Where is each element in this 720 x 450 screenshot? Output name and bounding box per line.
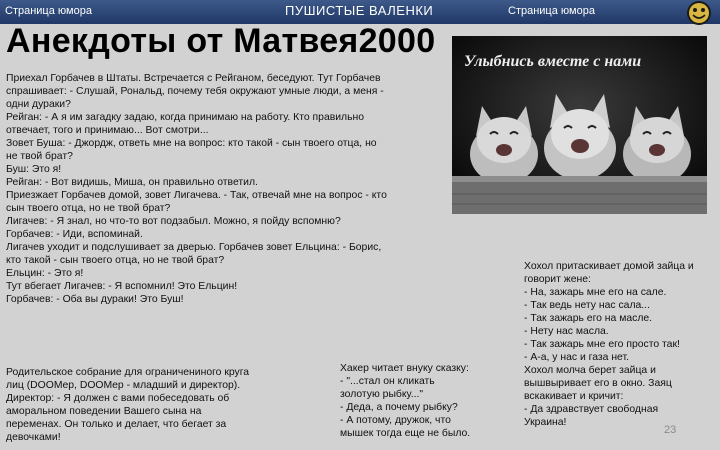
text-line: Зовет Буша: - Джордж, ответь мне на вопрос: кто такой - сын твоего отца, но xyxy=(6,138,377,149)
header-right-label: Страница юмора xyxy=(508,5,595,17)
kittens-photo xyxy=(452,36,707,214)
text-line: сын твоего отца, но не твой брат? xyxy=(6,203,171,214)
text-line: девочками! xyxy=(6,432,61,443)
page-number: 23 xyxy=(664,424,677,436)
text-line: Хохол молча берет зайца и xyxy=(524,365,656,376)
text-line: Буш: Это я! xyxy=(6,164,62,175)
text-line: - Да здравствует свободная xyxy=(524,404,659,415)
text-line: - Нету нас масла. xyxy=(524,326,609,337)
photo-caption: Улыбнись вместе с нами xyxy=(464,53,642,70)
text-line: Приехал Горбачев в Штаты. Встречается с Рейганом, беседуют. Тут Горбачев xyxy=(6,73,381,84)
text-line: вышвыривает его в окно. Заяц xyxy=(524,378,672,389)
text-line: - А потому, дружок, что xyxy=(340,415,451,426)
text-line: золотую рыбку..." xyxy=(340,389,424,400)
text-line: Хакер читает внуку сказку: xyxy=(340,363,469,374)
joke-parents-meeting xyxy=(6,366,249,444)
text-line: говорит жене: xyxy=(524,274,591,285)
top-banner xyxy=(0,0,720,24)
text-line: Приезжает Горбачев домой, зовет Лигачева. - Так, отвечай мне на вопрос - кто xyxy=(6,190,387,201)
text-line: Рейган: - Вот видишь, Миша, он правильно ответил. xyxy=(6,177,258,188)
text-line: кто такой - сын твоего отца, но не твой брат? xyxy=(6,255,225,266)
text-line: - А-а, у нас и газа нет. xyxy=(524,352,629,363)
text-line: - "...стал он кликать xyxy=(340,376,435,387)
text-line: Директор: - Я должен с вами побеседовать об xyxy=(6,393,230,404)
header-center-label: ПУШИСТЫЕ ВАЛЕНКИ xyxy=(285,3,434,18)
text-line: - Так зажарь его на масле. xyxy=(524,313,653,324)
text-line: лиц (DOOMер, DOOMер - младший и директор). xyxy=(6,380,241,391)
header-left-label: Страница юмора xyxy=(5,5,92,17)
text-line: спрашивает: - Слушай, Рональд, почему тебя окружают умные люди, а меня - xyxy=(6,86,384,97)
text-line: аморальном поведении Вашего сына на xyxy=(6,406,202,417)
text-line: отвечает, того и принимаю... Вот смотри... xyxy=(6,125,209,136)
text-line: Горбачев: - Иди, вспоминай. xyxy=(6,229,143,240)
text-line: Родительское собрание для ограничениного круга xyxy=(6,367,250,378)
joke-gorbachev xyxy=(6,72,387,306)
text-line: - Так ведь нету нас сала... xyxy=(524,300,650,311)
text-line: Горбачев: - Оба вы дураки! Это Буш! xyxy=(6,294,184,305)
text-line: Рейган: - А я им загадку задаю, когда принимаю на работу. Кто правильно xyxy=(6,112,365,123)
text-line: переменах. Он только и делает, что бегает за xyxy=(6,419,227,430)
joke-hare xyxy=(524,260,694,429)
text-line: - Так зажарь мне его просто так! xyxy=(524,339,680,350)
text-line: мышек тогда еще не было. xyxy=(340,428,471,439)
page-title: Анекдоты от Матвея2000 xyxy=(6,22,436,60)
text-line: не твой брат? xyxy=(6,151,73,162)
text-line: вскакивает и кричит: xyxy=(524,391,624,402)
text-line: Тут вбегает Лигачев: - Я вспомнил! Это Ельцин! xyxy=(6,281,238,292)
text-line: - Деда, а почему рыбку? xyxy=(340,402,458,413)
text-line: одни дураки? xyxy=(6,99,71,110)
text-line: Ельцин: - Это я! xyxy=(6,268,84,279)
text-line: Украина! xyxy=(524,417,567,428)
smiley-logo-icon xyxy=(684,0,714,26)
text-line: Лигачев уходит и подслушивает за дверью. Горбачев зовет Ельцина: - Борис, xyxy=(6,242,382,253)
text-line: Лигачев: - Я знал, но что-то вот подзабыл. Можно, я пойду вспомню? xyxy=(6,216,341,227)
kittens-illustration xyxy=(452,36,707,214)
text-line: Хохол притаскивает домой зайца и xyxy=(524,261,694,272)
text-line: - На, зажарь мне его на сале. xyxy=(524,287,667,298)
joke-hacker xyxy=(340,362,470,440)
